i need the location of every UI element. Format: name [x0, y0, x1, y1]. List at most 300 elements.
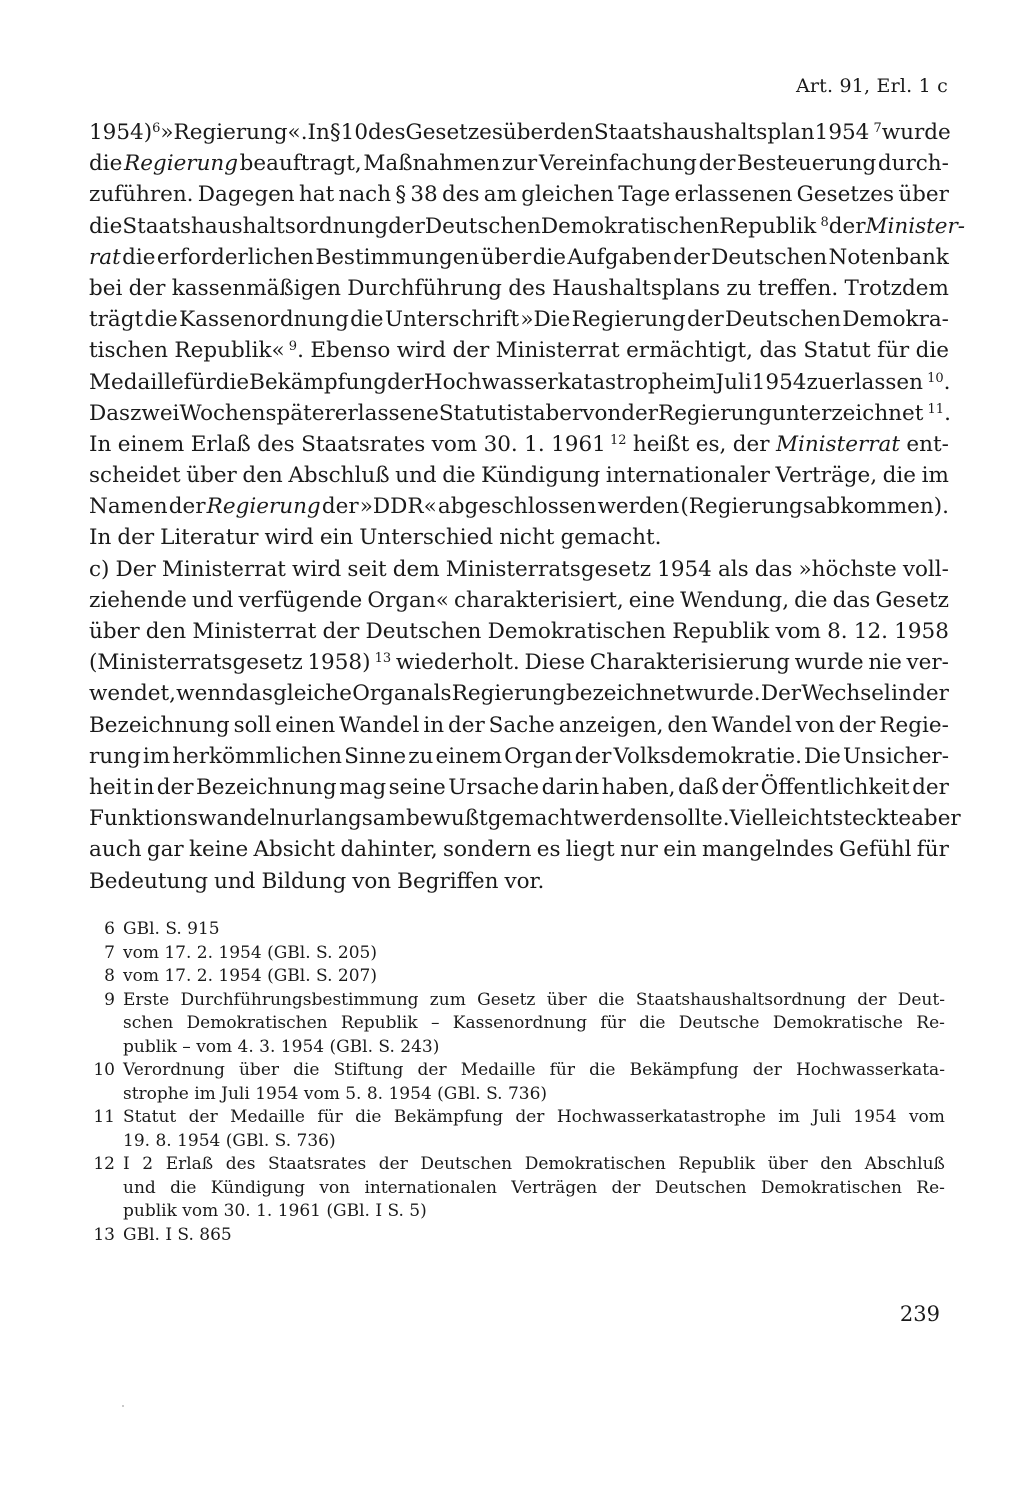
word: zur — [501, 151, 538, 177]
word: wird — [292, 556, 342, 582]
word: Der — [115, 556, 156, 582]
word: § — [395, 182, 407, 208]
footnote-number: 12 — [93, 1154, 115, 1174]
word: Regierung — [571, 307, 686, 333]
footnote-number: 6 — [104, 919, 115, 939]
word: 10 — [340, 120, 368, 145]
footnote-text — [123, 942, 945, 966]
word: Republik $^8$ — [719, 213, 829, 239]
word: Wendung, — [680, 587, 790, 613]
word: Demokra- — [842, 307, 949, 333]
word: erforderlichen — [156, 244, 315, 270]
word: der — [447, 712, 485, 738]
word: Ebenso — [310, 338, 391, 364]
word: der — [912, 774, 949, 800]
word: »Die — [520, 307, 571, 333]
word: der — [686, 307, 724, 333]
word: ent- — [906, 431, 949, 457]
word: In — [89, 431, 112, 457]
word: der — [838, 712, 876, 738]
word: unterzeichnet $^{11}$. — [772, 400, 951, 426]
word: Kassenordnung — [179, 307, 349, 333]
word: beauftragt, — [239, 151, 362, 177]
word: Deutschen — [725, 307, 841, 333]
word: den — [145, 619, 187, 644]
word: der — [574, 743, 612, 769]
word: der — [828, 213, 866, 239]
word: gleiche — [273, 681, 352, 707]
word: sollte. — [663, 806, 730, 832]
word: abgeschlossen — [437, 494, 597, 520]
word: Abschluß — [288, 463, 390, 489]
word: Bezeichnung — [89, 712, 230, 738]
word: Hochwasserkatastrophe — [423, 369, 689, 395]
word: der — [732, 431, 770, 457]
word: Regie- — [879, 712, 949, 738]
word: Medaille — [89, 369, 184, 395]
word: treffen. — [757, 275, 839, 301]
word: der — [721, 774, 759, 800]
word: aber — [911, 806, 961, 832]
word: Haushaltsplans — [552, 275, 721, 301]
word: Bildung — [261, 868, 347, 894]
footnote-number: 11 — [93, 1107, 115, 1127]
footnote-line: Statut der Medaille für die Bekämpfung der Hochwasserkatastrophe im Juli 1954 vom — [123, 1107, 945, 1127]
word: daß — [677, 774, 719, 800]
word: der — [621, 400, 658, 426]
footnote — [85, 1106, 945, 1153]
word: Absicht — [253, 837, 336, 863]
word: 1958 — [894, 619, 949, 644]
word: über — [898, 182, 949, 208]
word: Ministerrat — [161, 556, 286, 582]
footnote-line: vom 17. 2. 1954 (GBl. S. 207) — [123, 966, 377, 986]
word: die — [89, 213, 123, 239]
word: 1958) $^{13}$ — [307, 650, 392, 676]
word: das — [235, 681, 273, 707]
word: Bestimmungen — [315, 244, 480, 270]
word: Wechsel — [801, 681, 891, 707]
word: vor. — [504, 868, 545, 894]
word: liegt — [565, 837, 615, 863]
word: als — [717, 556, 749, 582]
word: wenn — [176, 681, 235, 707]
body-line — [89, 554, 949, 585]
word: mag — [339, 774, 387, 800]
word: erlassenen — [674, 182, 793, 208]
word: werden — [581, 806, 664, 832]
body-line — [89, 616, 949, 647]
body-line — [89, 522, 949, 553]
word: in — [891, 681, 912, 707]
word: Sache — [488, 712, 555, 738]
footnote-text — [123, 989, 945, 1060]
word: auch — [89, 837, 142, 863]
scan-speck — [122, 1405, 124, 1407]
word: Unterschrift — [384, 307, 520, 333]
word: »DDR« — [359, 494, 437, 520]
footnote — [85, 989, 945, 1060]
word: seit — [347, 556, 387, 582]
word: Kündigung — [481, 463, 601, 489]
body-line — [89, 273, 949, 304]
word: die — [532, 244, 567, 270]
word: das — [754, 556, 793, 582]
word: wird — [396, 338, 447, 364]
word: Öffentlichkeit — [760, 774, 910, 800]
footnote — [85, 918, 945, 942]
body-line — [89, 148, 949, 179]
body-line — [89, 211, 966, 242]
footnote-number: 7 — [104, 942, 115, 963]
word: von — [795, 712, 835, 738]
word: in — [133, 774, 155, 800]
word: Organ« — [367, 587, 449, 613]
word: wurde — [881, 120, 951, 145]
word: Juli — [715, 369, 752, 395]
footnote-text — [123, 965, 945, 989]
word: Funktionswandel — [89, 806, 277, 832]
word: Die — [804, 743, 841, 769]
word: Statut — [803, 338, 871, 364]
footnote-line: strophe im Juli 1954 vom 5. 8. 1954 (GBl. S. 736) — [123, 1083, 548, 1104]
body-line — [89, 741, 949, 772]
footnote-number: 9 — [104, 989, 115, 1010]
word: der — [117, 525, 155, 551]
word: Volksdemokratie. — [613, 743, 802, 769]
footnote-line: GBl. I S. 865 — [123, 1224, 232, 1245]
body-line — [89, 710, 949, 741]
word: die — [215, 369, 250, 395]
word: 30. — [483, 431, 518, 457]
word: nur — [276, 806, 315, 832]
word: § — [329, 120, 341, 145]
word: einen — [275, 712, 336, 738]
body-line — [89, 866, 949, 897]
word: keine — [188, 837, 249, 863]
footnote — [85, 1224, 945, 1248]
word: Begriffen — [397, 868, 499, 894]
word: über — [480, 244, 532, 270]
footnote-text — [123, 1106, 945, 1153]
word: Wandel — [711, 712, 792, 738]
word: wurde — [794, 650, 864, 676]
word: für — [877, 338, 910, 364]
word: rat — [89, 244, 121, 270]
footnote-line: schen Demokratischen Republik – Kassenordnung für die Deutsche Demokratische Re- — [123, 1013, 945, 1033]
word: eine — [628, 587, 675, 613]
word: die — [350, 307, 384, 333]
body-line — [89, 335, 949, 366]
word: und — [395, 463, 437, 489]
word: Regierung — [658, 400, 773, 426]
word: die — [89, 151, 123, 177]
word: für — [183, 369, 216, 395]
word: Staatshaushaltsordnung — [122, 213, 389, 239]
word: über — [502, 120, 554, 145]
word: verfügende — [238, 587, 363, 613]
word: für — [916, 837, 949, 863]
body-line — [89, 585, 949, 616]
word: der — [322, 619, 360, 644]
word: Gesetzes — [405, 120, 503, 145]
body-line — [89, 429, 949, 460]
word: Der — [760, 681, 802, 707]
word: voll- — [902, 556, 949, 582]
word: und — [191, 587, 234, 613]
word: ziehende — [89, 587, 187, 613]
footnote-text — [123, 1153, 945, 1224]
word: Ministerratsgesetz — [445, 556, 652, 582]
word: in — [423, 712, 445, 738]
word: wendet, — [89, 681, 176, 707]
word: Bezeichnung — [196, 774, 337, 800]
word: zuführen. — [89, 182, 194, 208]
footnote-text — [123, 1059, 945, 1106]
footnote-line: publik vom 30. 1. 1961 (GBl. I S. 5) — [123, 1201, 427, 1221]
word: haben, — [601, 774, 676, 800]
word: Charakterisierung — [589, 650, 790, 676]
footnote-line: und die Kündigung von internationalen Verträgen der Deutschen Demokratischen Re- — [123, 1177, 945, 1198]
word: Minister- — [865, 213, 966, 239]
word: zu — [726, 275, 752, 301]
word: es — [536, 837, 561, 863]
word: 1954 — [657, 556, 712, 582]
word: gemacht — [487, 806, 582, 832]
word: Gefühl — [839, 837, 912, 863]
word: rung — [89, 743, 141, 769]
word: der — [452, 338, 490, 364]
word: aber — [532, 400, 583, 426]
body-line — [89, 834, 949, 865]
word: Bekämpfung — [249, 369, 388, 395]
word: über — [186, 463, 237, 489]
word: 38 — [410, 182, 438, 208]
word: der — [673, 244, 710, 270]
word: wird — [264, 525, 314, 551]
footnote — [85, 1059, 945, 1106]
word: die — [794, 587, 828, 613]
word: wurde. — [684, 681, 761, 707]
word: Trotzdem — [844, 275, 949, 301]
footnote-number: 10 — [93, 1060, 115, 1080]
word: die — [122, 244, 156, 270]
word: Gesetzes — [796, 182, 895, 208]
word: Verträge, — [775, 463, 878, 489]
word: Dagegen — [197, 182, 295, 208]
word: sondern — [443, 837, 532, 863]
footnote-line: 19. 8. 1954 (GBl. S. 736) — [123, 1130, 336, 1151]
word: Erlaß — [190, 431, 251, 457]
body-text — [89, 117, 966, 897]
word: Bedeutung — [89, 868, 208, 894]
word: gleichen — [521, 182, 614, 208]
footnote-line: I 2 Erlaß des Staatsrates der Deutschen Demokratischen Republik über den Abschluß — [123, 1154, 945, 1174]
body-line — [89, 678, 949, 709]
word: Sinne — [344, 743, 407, 769]
word: steckte — [832, 806, 912, 832]
running-head: Art. 91, Erl. 1 c — [795, 75, 948, 97]
word: Deutschen — [424, 213, 541, 239]
footnote-line: GBl. S. 915 — [123, 919, 220, 939]
word: Organ — [352, 681, 421, 707]
word: Unsicher- — [842, 743, 949, 769]
body-line — [89, 179, 949, 210]
word: am — [483, 182, 517, 208]
word: im — [142, 743, 171, 769]
word: ermächtigt, — [626, 338, 753, 364]
word: der — [321, 494, 359, 520]
word: 6 — [152, 121, 161, 136]
word: vom — [775, 619, 821, 644]
word: bewußt — [405, 806, 488, 832]
word: Statut — [438, 400, 507, 426]
word: zwei — [130, 400, 180, 426]
word: kassenmäßigen — [171, 275, 341, 301]
body-line — [89, 398, 949, 429]
word: Ministerrat — [495, 338, 620, 364]
word: einem — [435, 743, 503, 769]
word: durch- — [877, 151, 949, 177]
word: Staatshaushaltsplan — [593, 120, 815, 145]
word: werden — [597, 494, 680, 520]
word: nicht — [499, 525, 555, 551]
word: die — [442, 463, 476, 489]
footnote-line: vom 17. 2. 1954 (GBl. S. 205) — [123, 942, 377, 963]
word: ver- — [906, 650, 949, 676]
word: im — [921, 463, 949, 489]
word: über — [89, 619, 140, 644]
footnote — [85, 965, 945, 989]
word: erlassene — [334, 400, 439, 426]
word: Republik — [672, 619, 770, 644]
word: 1954) — [89, 120, 153, 145]
word: ein — [319, 525, 354, 551]
word: Regierung — [124, 151, 239, 177]
word: zu — [408, 743, 434, 769]
word: als — [420, 681, 452, 707]
word: soll — [233, 712, 272, 738]
word: heit — [89, 774, 132, 800]
word: gar — [146, 837, 184, 863]
word: Notenbank — [828, 244, 949, 270]
word: und — [213, 868, 256, 894]
footnote-line: Erste Durchführungsbestimmung zum Gesetz über die Staatshaushaltsordnung der Deut- — [123, 989, 945, 1010]
word: langsam — [314, 806, 406, 832]
word: tischen — [89, 338, 169, 364]
word: »Regierung«. — [160, 120, 308, 145]
word: der — [168, 494, 206, 520]
word: erlassen $^{10}$. — [831, 369, 951, 395]
word: bei — [89, 275, 123, 301]
word: dahinter, — [340, 837, 438, 863]
word: ist — [506, 400, 533, 426]
word: ein — [663, 837, 697, 863]
footnote-line: Verordnung über die Stiftung der Medaille für die Bekämpfung der Hochwasserkata- — [123, 1060, 945, 1080]
word: mangelndes — [701, 837, 834, 863]
word: einem — [117, 431, 185, 457]
footnotes — [85, 918, 945, 1247]
footnote-line: publik – vom 4. 3. 1954 (GBl. S. 243) — [123, 1036, 440, 1057]
footnote-text — [123, 918, 945, 942]
word: »höchste — [798, 556, 897, 582]
word: der — [912, 681, 949, 707]
word: Gesetz — [875, 587, 949, 613]
word: vom — [431, 431, 478, 457]
word: gemacht. — [560, 525, 662, 551]
word: c) — [89, 556, 110, 582]
word: Literatur — [160, 525, 259, 551]
body-line — [89, 117, 949, 148]
word: der — [698, 151, 736, 177]
body-line — [89, 772, 949, 803]
word: trägt — [89, 307, 144, 333]
footnote — [85, 942, 945, 966]
word: Regierung — [451, 681, 566, 707]
word: bezeichnet — [565, 681, 685, 707]
word: scheidet — [89, 463, 181, 489]
word: Durchführung — [347, 275, 502, 301]
word: Namen — [89, 494, 168, 520]
footnote-number: 8 — [104, 966, 115, 986]
word: Ursache — [448, 774, 540, 800]
word: herkömmlichen — [172, 743, 342, 769]
word: 1954 — [751, 369, 807, 395]
word: Vereinfachung — [538, 151, 697, 177]
word: Ministerrat — [192, 619, 317, 644]
footnote-number: 13 — [93, 1224, 115, 1245]
word: der — [128, 275, 166, 301]
footnote-text — [123, 1224, 945, 1248]
word: wiederholt. — [395, 650, 520, 676]
word: dem — [392, 556, 440, 582]
word: Tage — [618, 182, 671, 208]
word: 1961 $^{12}$ — [551, 431, 627, 457]
word: In — [89, 525, 112, 551]
word: Regierung — [206, 494, 321, 520]
word: Organ — [504, 743, 573, 769]
word: (Ministerratsgesetz — [89, 650, 303, 676]
word: anzeigen, — [558, 712, 664, 738]
word: Besteuerung — [736, 151, 877, 177]
word: Staatsrates — [301, 431, 426, 457]
word: der — [388, 213, 425, 239]
word: Vielleicht — [729, 806, 833, 832]
word: hat — [298, 182, 335, 208]
word: seine — [388, 774, 446, 800]
word: nie — [868, 650, 902, 676]
word: internationaler — [605, 463, 770, 489]
word: des — [441, 182, 480, 208]
word: charakterisiert, — [453, 587, 624, 613]
word: die — [882, 463, 917, 489]
word: nach — [338, 182, 392, 208]
word: Deutschen — [711, 244, 828, 270]
word: Republik« $^9$. — [174, 338, 304, 364]
word: nur — [619, 837, 658, 863]
word: Ministerrat — [775, 431, 900, 457]
word: die — [144, 307, 178, 333]
footnote — [85, 1153, 945, 1224]
word: des — [508, 275, 546, 301]
word: das — [832, 587, 871, 613]
body-line — [89, 803, 961, 834]
word: Wochen — [179, 400, 266, 426]
word: später — [265, 400, 335, 426]
word: 1954 $^7$ — [814, 120, 882, 145]
word: Das — [89, 400, 131, 426]
word: der — [387, 369, 424, 395]
